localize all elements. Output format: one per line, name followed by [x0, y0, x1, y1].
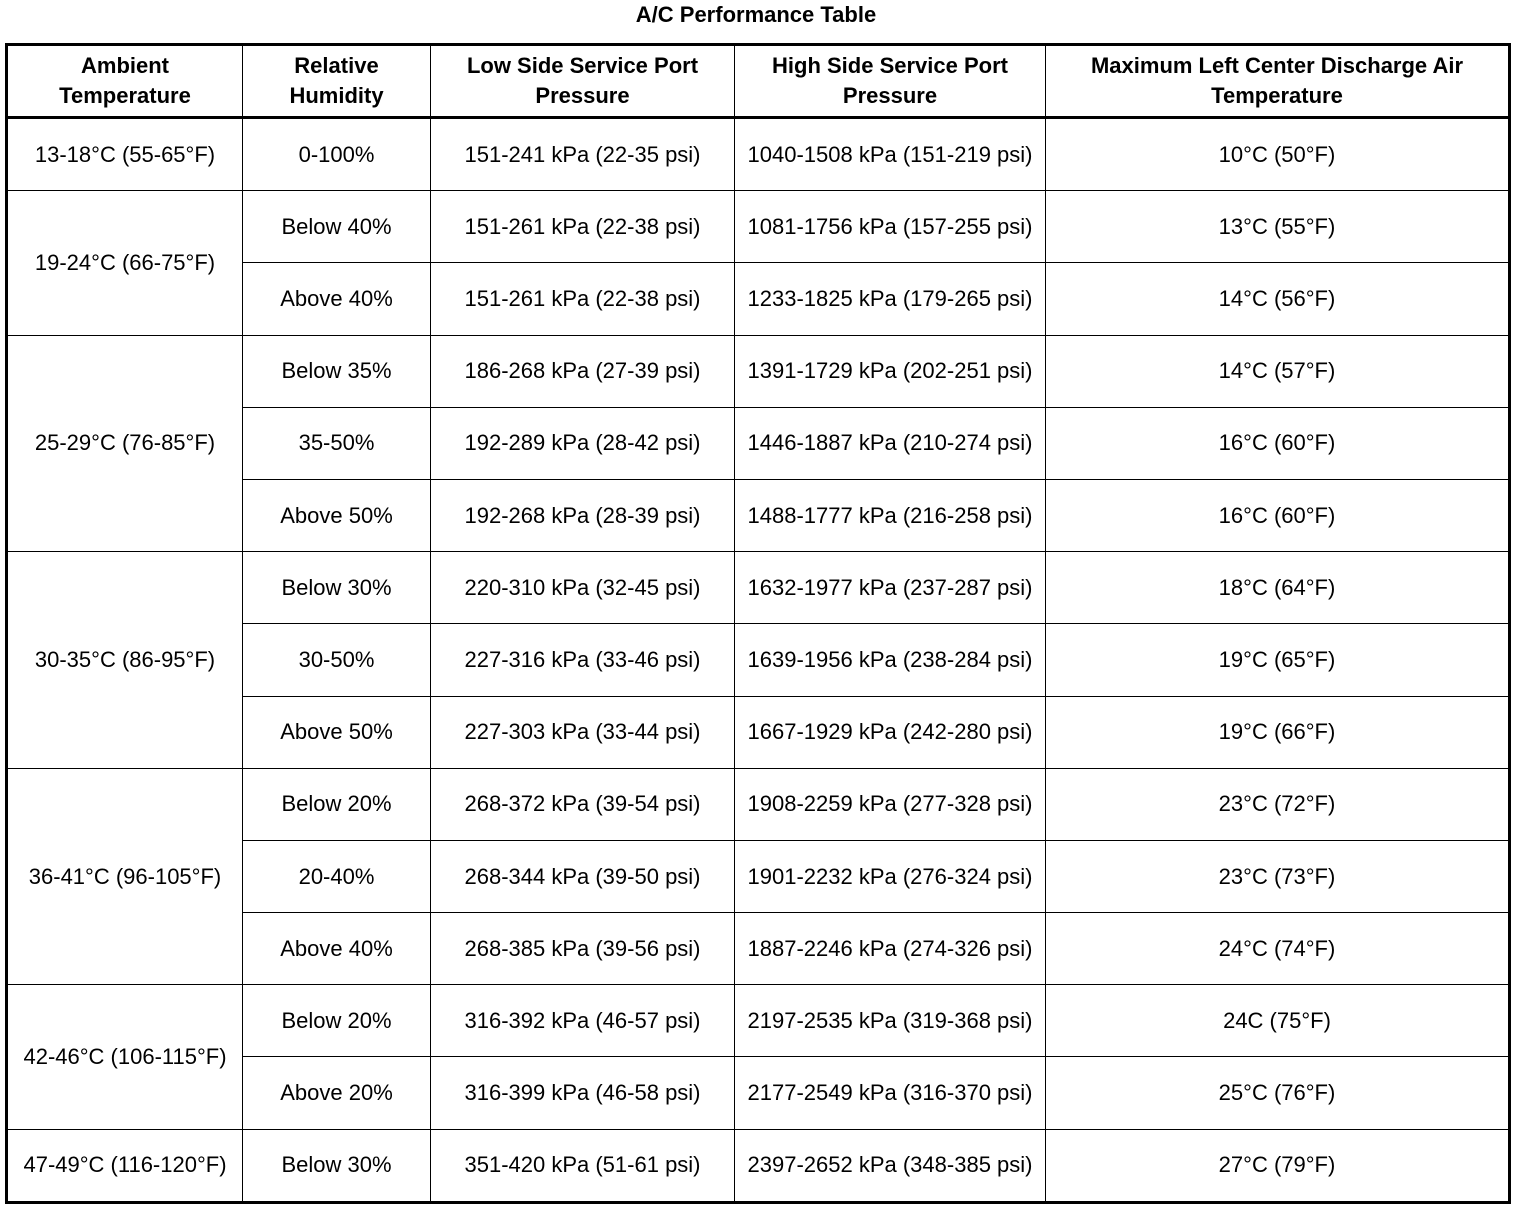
table-row [7, 768, 1510, 840]
high-side-pressure-cell: 1391-1729 kPa (202-251 psi) [735, 335, 1046, 407]
high-side-pressure-cell: 1446-1887 kPa (210-274 psi) [735, 407, 1046, 479]
high-side-pressure-cell: 2397-2652 kPa (348-385 psi) [735, 1129, 1046, 1202]
high-side-pressure-cell: 1908-2259 kPa (277-328 psi) [735, 768, 1046, 840]
discharge-air-temperature-cell: 13°C (55°F) [1046, 191, 1510, 263]
header-relative-humidity: Relative Humidity [243, 45, 431, 118]
discharge-air-temperature-cell: 16°C (60°F) [1046, 479, 1510, 551]
ambient-temperature-cell: 30-35°C (86-95°F) [7, 552, 243, 769]
header-ambient-temperature: Ambient Temperature [7, 45, 243, 118]
high-side-pressure-cell: 2197-2535 kPa (319-368 psi) [735, 985, 1046, 1057]
low-side-pressure-cell: 316-392 kPa (46-57 psi) [431, 985, 735, 1057]
relative-humidity-cell: Below 35% [243, 335, 431, 407]
high-side-pressure-cell: 1632-1977 kPa (237-287 psi) [735, 552, 1046, 624]
discharge-air-temperature-cell: 23°C (72°F) [1046, 768, 1510, 840]
high-side-pressure-cell: 1040-1508 kPa (151-219 psi) [735, 118, 1046, 191]
low-side-pressure-cell: 268-372 kPa (39-54 psi) [431, 768, 735, 840]
relative-humidity-cell: Below 20% [243, 768, 431, 840]
header-discharge-air-temperature: Maximum Left Center Discharge Air Temperature [1046, 45, 1510, 118]
relative-humidity-cell: Above 50% [243, 479, 431, 551]
header-row [7, 45, 1510, 118]
table-title: A/C Performance Table [635, 2, 877, 27]
discharge-air-temperature-cell: 19°C (65°F) [1046, 624, 1510, 696]
low-side-pressure-cell: 220-310 kPa (32-45 psi) [431, 552, 735, 624]
low-side-pressure-cell: 151-261 kPa (22-38 psi) [431, 263, 735, 335]
ambient-temperature-cell: 47-49°C (116-120°F) [7, 1129, 243, 1202]
discharge-air-temperature-cell: 10°C (50°F) [1046, 118, 1510, 191]
low-side-pressure-cell: 151-261 kPa (22-38 psi) [431, 191, 735, 263]
relative-humidity-cell: Below 20% [243, 985, 431, 1057]
discharge-air-temperature-cell: 25°C (76°F) [1046, 1057, 1510, 1129]
low-side-pressure-cell: 186-268 kPa (27-39 psi) [431, 335, 735, 407]
table-row [7, 118, 1510, 191]
low-side-pressure-cell: 268-385 kPa (39-56 psi) [431, 913, 735, 985]
discharge-air-temperature-cell: 16°C (60°F) [1046, 407, 1510, 479]
table-body [7, 118, 1510, 1203]
header-high-side-pressure: High Side Service Port Pressure [735, 45, 1046, 118]
relative-humidity-cell: Below 30% [243, 1129, 431, 1202]
ambient-temperature-cell: 25-29°C (76-85°F) [7, 335, 243, 552]
discharge-air-temperature-cell: 14°C (57°F) [1046, 335, 1510, 407]
ac-performance-table [5, 43, 1511, 1204]
high-side-pressure-cell: 2177-2549 kPa (316-370 psi) [735, 1057, 1046, 1129]
discharge-air-temperature-cell: 19°C (66°F) [1046, 696, 1510, 768]
table-row [7, 552, 1510, 624]
ambient-temperature-cell: 36-41°C (96-105°F) [7, 768, 243, 985]
relative-humidity-cell: Above 40% [243, 263, 431, 335]
ambient-temperature-cell: 19-24°C (66-75°F) [7, 191, 243, 335]
relative-humidity-cell: Above 50% [243, 696, 431, 768]
ambient-temperature-cell: 42-46°C (106-115°F) [7, 985, 243, 1129]
high-side-pressure-cell: 1667-1929 kPa (242-280 psi) [735, 696, 1046, 768]
high-side-pressure-cell: 1488-1777 kPa (216-258 psi) [735, 479, 1046, 551]
relative-humidity-cell: Below 30% [243, 552, 431, 624]
high-side-pressure-cell: 1639-1956 kPa (238-284 psi) [735, 624, 1046, 696]
table-row [7, 985, 1510, 1057]
low-side-pressure-cell: 227-303 kPa (33-44 psi) [431, 696, 735, 768]
relative-humidity-cell: Above 40% [243, 913, 431, 985]
discharge-air-temperature-cell: 24°C (74°F) [1046, 913, 1510, 985]
relative-humidity-cell: 20-40% [243, 840, 431, 912]
relative-humidity-cell: Below 40% [243, 191, 431, 263]
discharge-air-temperature-cell: 14°C (56°F) [1046, 263, 1510, 335]
high-side-pressure-cell: 1233-1825 kPa (179-265 psi) [735, 263, 1046, 335]
table-row [7, 191, 1510, 263]
table-row [7, 1129, 1510, 1202]
discharge-air-temperature-cell: 27°C (79°F) [1046, 1129, 1510, 1202]
discharge-air-temperature-cell: 18°C (64°F) [1046, 552, 1510, 624]
table-row [7, 335, 1510, 407]
low-side-pressure-cell: 192-268 kPa (28-39 psi) [431, 479, 735, 551]
ambient-temperature-cell: 13-18°C (55-65°F) [7, 118, 243, 191]
low-side-pressure-cell: 268-344 kPa (39-50 psi) [431, 840, 735, 912]
relative-humidity-cell: Above 20% [243, 1057, 431, 1129]
low-side-pressure-cell: 151-241 kPa (22-35 psi) [431, 118, 735, 191]
discharge-air-temperature-cell: 23°C (73°F) [1046, 840, 1510, 912]
table-header [7, 45, 1510, 118]
low-side-pressure-cell: 316-399 kPa (46-58 psi) [431, 1057, 735, 1129]
relative-humidity-cell: 0-100% [243, 118, 431, 191]
header-low-side-pressure: Low Side Service Port Pressure [431, 45, 735, 118]
high-side-pressure-cell: 1887-2246 kPa (274-326 psi) [735, 913, 1046, 985]
low-side-pressure-cell: 351-420 kPa (51-61 psi) [431, 1129, 735, 1202]
relative-humidity-cell: 35-50% [243, 407, 431, 479]
discharge-air-temperature-cell: 24C (75°F) [1046, 985, 1510, 1057]
relative-humidity-cell: 30-50% [243, 624, 431, 696]
low-side-pressure-cell: 227-316 kPa (33-46 psi) [431, 624, 735, 696]
high-side-pressure-cell: 1901-2232 kPa (276-324 psi) [735, 840, 1046, 912]
high-side-pressure-cell: 1081-1756 kPa (157-255 psi) [735, 191, 1046, 263]
low-side-pressure-cell: 192-289 kPa (28-42 psi) [431, 407, 735, 479]
